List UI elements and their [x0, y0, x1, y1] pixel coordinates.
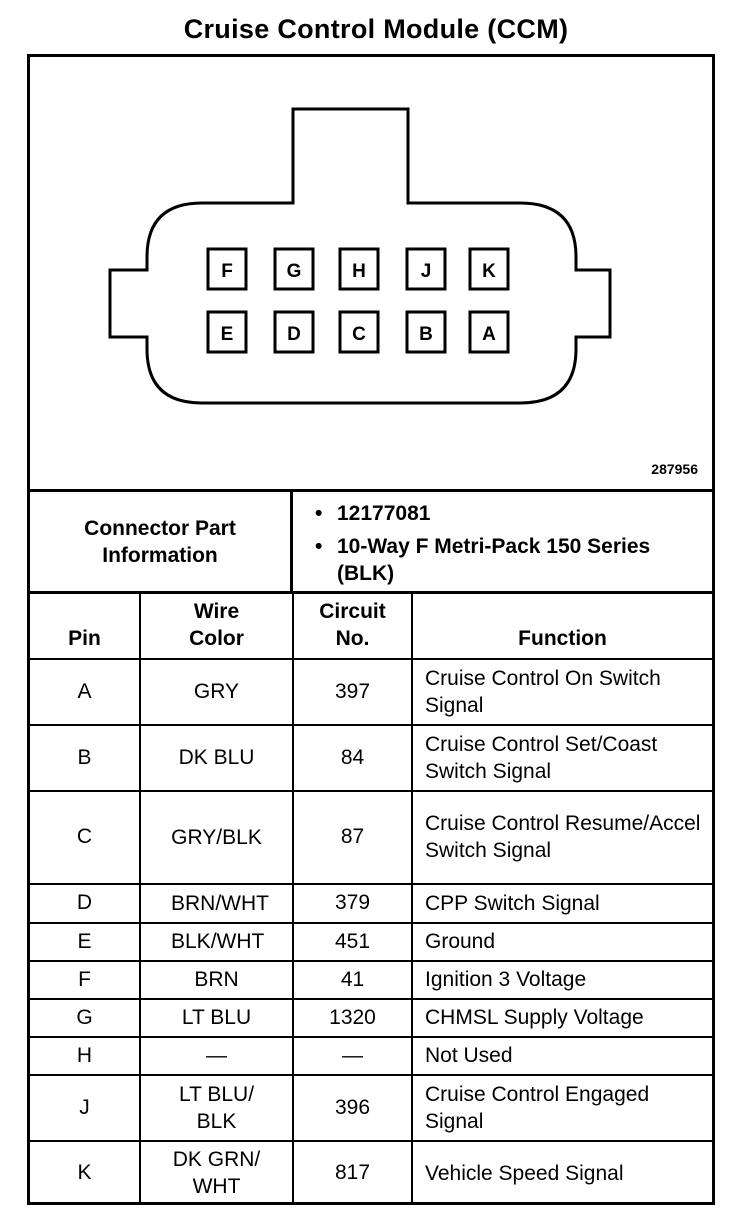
table-row	[30, 961, 712, 999]
bullet-icon: •	[315, 535, 323, 558]
pin-cavity-g	[275, 249, 313, 289]
connector-info-label: Connector Part Information	[84, 516, 236, 567]
cell-function: CPP Switch Signal	[412, 884, 712, 923]
cell-circuit-no: 87	[293, 791, 412, 884]
cell-pin: J	[30, 1075, 140, 1141]
pin-cavity-e	[208, 312, 246, 352]
header-pin: Pin	[30, 593, 140, 659]
table-row	[30, 1075, 712, 1141]
cell-circuit-no: 817	[293, 1141, 412, 1205]
pin-label: C	[352, 324, 366, 345]
pin-label: A	[482, 324, 496, 345]
cell-pin: A	[30, 659, 140, 725]
cell-circuit-no: 396	[293, 1075, 412, 1141]
pin-label: K	[482, 261, 496, 282]
table-row	[30, 659, 712, 725]
pin-cavity-d	[275, 312, 313, 352]
page-title: Cruise Control Module (CCM)	[183, 14, 569, 44]
cell-pin: G	[30, 999, 140, 1037]
pin-label: E	[220, 324, 234, 345]
cell-pin: C	[30, 791, 140, 884]
table-header-row	[30, 593, 712, 659]
cell-pin: H	[30, 1037, 140, 1075]
connector-face-drawing	[30, 57, 712, 489]
pin-label: G	[286, 261, 302, 282]
cell-circuit-no: 41	[293, 961, 412, 999]
connector-housing	[110, 109, 610, 403]
cell-function: Cruise Control Resume/Accel Switch Signal	[412, 791, 712, 884]
table-row	[30, 1141, 712, 1205]
cell-pin: K	[30, 1141, 140, 1205]
table-row	[30, 1037, 712, 1075]
connector-diagram	[30, 57, 712, 489]
table-row	[30, 884, 712, 923]
cell-wire-color: DK BLU	[140, 725, 293, 791]
figure-number: 287956	[651, 461, 698, 477]
cell-wire-color: GRY/BLK	[140, 791, 293, 884]
cell-wire-color: LT BLU/ BLK	[140, 1075, 293, 1141]
pin-cavity-j	[407, 249, 445, 289]
cell-wire-color: BRN	[140, 961, 293, 999]
cell-pin: E	[30, 923, 140, 961]
table-row	[30, 923, 712, 961]
header-circuit-no: Circuit No.	[293, 593, 412, 659]
cell-wire-color: DK GRN/ WHT	[140, 1141, 293, 1205]
pin-cavity-b	[407, 312, 445, 352]
pin-cavity-h	[340, 249, 378, 289]
pinout-table	[30, 591, 712, 1205]
cell-wire-color: —	[140, 1037, 293, 1075]
cell-circuit-no: 84	[293, 725, 412, 791]
cell-circuit-no: 379	[293, 884, 412, 923]
header-function: Function	[412, 593, 712, 659]
cell-pin: F	[30, 961, 140, 999]
table-row	[30, 791, 712, 884]
pin-label: D	[287, 324, 301, 345]
cell-function: Ignition 3 Voltage	[412, 961, 712, 999]
cell-wire-color: LT BLU	[140, 999, 293, 1037]
cell-circuit-no: —	[293, 1037, 412, 1075]
cell-function: Cruise Control Set/Coast Switch Signal	[412, 725, 712, 791]
table-row	[30, 725, 712, 791]
connector-info-label-cell	[30, 492, 293, 591]
cell-wire-color: GRY	[140, 659, 293, 725]
connector-type: • 10-Way F Metri-Pack 150 Series (BLK)	[315, 535, 651, 585]
connector-info-row	[30, 489, 712, 591]
pin-label: F	[221, 261, 233, 282]
cell-function: Cruise Control On Switch Signal	[412, 659, 712, 725]
table-row	[30, 999, 712, 1037]
cell-function: Cruise Control Engaged Signal	[412, 1075, 712, 1141]
cell-function: Vehicle Speed Signal	[412, 1141, 712, 1205]
cell-wire-color: BLK/WHT	[140, 923, 293, 961]
pin-label: B	[419, 324, 433, 345]
connector-part-number: • 12177081	[315, 502, 431, 525]
cell-wire-color: BRN/WHT	[140, 884, 293, 923]
cell-function: Not Used	[412, 1037, 712, 1075]
document-frame	[27, 54, 715, 1205]
cell-circuit-no: 1320	[293, 999, 412, 1037]
pin-label: J	[420, 261, 432, 282]
cell-function: CHMSL Supply Voltage	[412, 999, 712, 1037]
cell-circuit-no: 451	[293, 923, 412, 961]
pin-cavity-a	[470, 312, 508, 352]
cell-pin: B	[30, 725, 140, 791]
connector-info-values-cell	[293, 492, 712, 591]
pin-cavity-k	[470, 249, 508, 289]
pin-cavity-f	[208, 249, 246, 289]
cell-circuit-no: 397	[293, 659, 412, 725]
cell-pin: D	[30, 884, 140, 923]
bullet-icon: •	[315, 502, 323, 525]
pin-label: H	[352, 261, 366, 282]
header-wire-color: Wire Color	[140, 593, 293, 659]
cell-function: Ground	[412, 923, 712, 961]
pin-cavity-c	[340, 312, 378, 352]
